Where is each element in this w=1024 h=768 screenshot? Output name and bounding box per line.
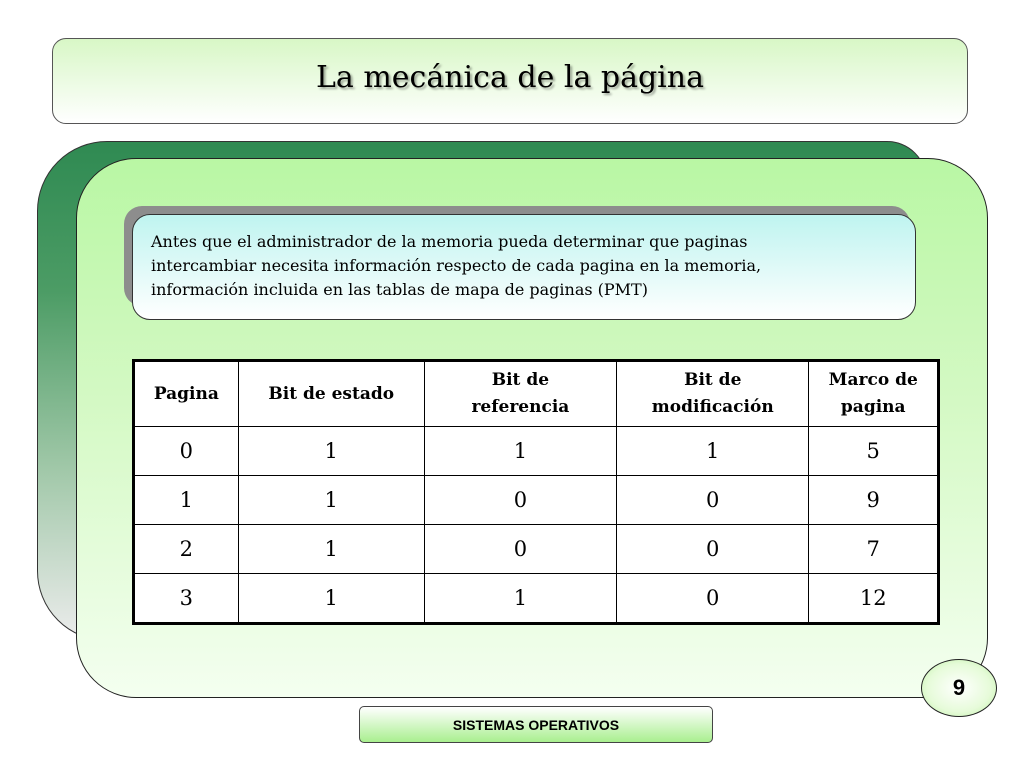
page-number: 9 <box>952 675 966 700</box>
table-cell: 0 <box>424 525 616 574</box>
header-marco-de-pagina-line-1: Marco de <box>828 370 918 390</box>
header-bit-de-modificacion <box>617 361 809 427</box>
header-bit-de-referencia-line-1: Bit de <box>491 370 550 390</box>
table-row <box>134 574 939 624</box>
table-row <box>134 476 939 525</box>
table-header-row <box>134 361 939 427</box>
table-cell: 2 <box>134 525 239 574</box>
note-box <box>132 214 916 320</box>
table-cell: 0 <box>617 476 809 525</box>
header-bit-de-estado-text: Bit de estado <box>268 383 395 404</box>
table-cell: 0 <box>134 427 239 476</box>
header-bit-de-modificacion-line-1: Bit de <box>684 370 742 390</box>
page-map-table <box>132 359 940 625</box>
table-row <box>134 525 939 574</box>
table-cell: 5 <box>809 427 939 476</box>
table-cell: 0 <box>617 525 809 574</box>
header-marco-de-pagina <box>809 361 939 427</box>
table-cell: 1 <box>424 574 616 624</box>
footer-box <box>359 706 713 743</box>
table-cell: 0 <box>617 574 809 624</box>
header-pagina <box>134 361 239 427</box>
table-cell: 1 <box>238 574 424 624</box>
table-cell: 9 <box>809 476 939 525</box>
table-cell: 7 <box>809 525 939 574</box>
header-pagina-text: Pagina <box>153 383 219 404</box>
table-cell: 1 <box>424 427 616 476</box>
page-number-badge <box>921 659 997 717</box>
table-cell: 1 <box>134 476 239 525</box>
table-cell: 12 <box>809 574 939 624</box>
header-bit-de-referencia-line-2: referencia <box>471 397 570 417</box>
note-line-1: Antes que el administrador de la memoria pueda determinar que paginas <box>151 232 748 251</box>
footer-label: SISTEMAS OPERATIVOS <box>452 716 620 733</box>
table-cell: 1 <box>238 525 424 574</box>
table-cell: 1 <box>238 476 424 525</box>
header-bit-de-modificacion-line-2: modificación <box>651 397 774 417</box>
table-cell: 0 <box>424 476 616 525</box>
table-cell: 1 <box>238 427 424 476</box>
title-box <box>52 38 968 124</box>
note-line-3: información incluida en las tablas de mapa de paginas (PMT) <box>151 280 648 299</box>
note-line-2: intercambiar necesita información respecto de cada pagina en la memoria, <box>151 256 762 275</box>
slide-title: La mecánica de la página <box>316 59 704 95</box>
header-bit-de-referencia <box>424 361 616 427</box>
table-row <box>134 427 939 476</box>
table-cell: 3 <box>134 574 239 624</box>
header-marco-de-pagina-line-2: pagina <box>840 397 906 417</box>
table-cell: 1 <box>617 427 809 476</box>
header-bit-de-estado <box>238 361 424 427</box>
